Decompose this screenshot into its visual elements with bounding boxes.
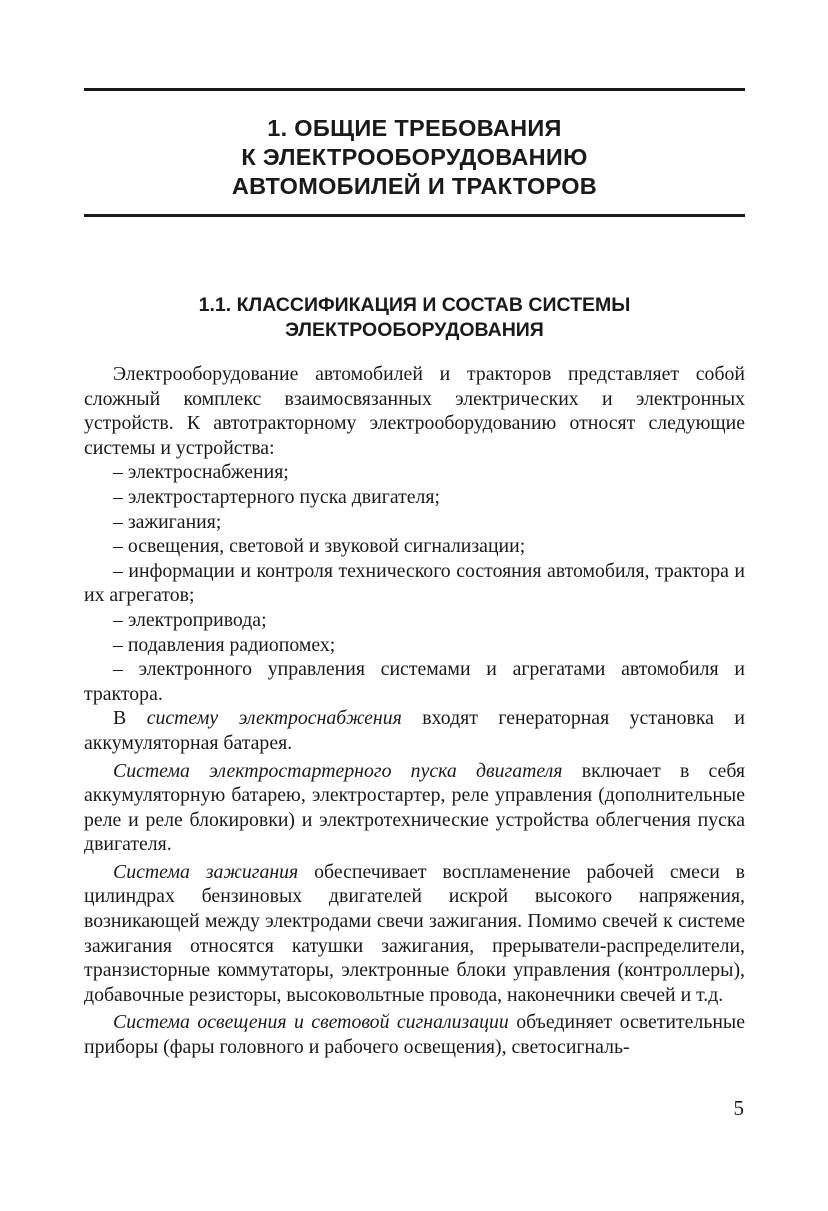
- bottom-rule: [84, 214, 745, 217]
- list-item: – информации и контроля технического состояния автомобиля, трактора и их агрегатов;: [84, 559, 745, 607]
- lighting-text: объединяет осветительные приборы (фары головного и рабочего освещения), светосигналь-: [84, 1011, 745, 1059]
- section-title: [84, 293, 745, 343]
- page-number: 5: [733, 1096, 744, 1120]
- lighting-paragraph: [84, 1010, 745, 1059]
- ignition-paragraph: [84, 860, 745, 1008]
- page: [84, 88, 745, 1060]
- chapter-title-line-1: 1. ОБЩИЕ ТРЕБОВАНИЯ: [267, 115, 562, 141]
- power-supply-lead: В: [113, 707, 147, 730]
- list-item: – подавления радиопомех;: [113, 633, 336, 656]
- lighting-term: Система освещения и световой сигнализации: [113, 1011, 509, 1034]
- section-title-line-1: 1.1. КЛАССИФИКАЦИЯ И СОСТАВ СИСТЕМЫ: [198, 294, 631, 316]
- list-item: – освещения, световой и звуковой сигнализации;: [113, 535, 526, 558]
- intro-paragraph: Электрооборудование автомобилей и тракторов представляет собой сложный комплекс взаимосвязанных электрических и электронных устройств. К автотракторному электрооборудованию относят следующие системы и устройства:: [84, 363, 745, 459]
- top-rule: [84, 88, 745, 91]
- ignition-text: обеспечивает воспламенение рабочей смеси в цилиндрах бензиновых двигателей искрой высокого напряжения, возникающей между электродами свечи зажигания. Помимо свечей к системе зажигания относятся катушки зажигания, прерыватели-распределители, транзисторные коммутаторы, электронные блоки управления (контроллеры), добавочные резисторы, высоковольтные провода, наконечники свечей и т.д.: [84, 860, 746, 1006]
- list-item: – электронного управления системами и агрегатами автомобиля и трактора.: [84, 658, 745, 705]
- list-item: – электропривода;: [113, 608, 267, 631]
- list-item: – зажигания;: [113, 510, 222, 533]
- power-supply-paragraph: [84, 706, 745, 755]
- chapter-title-line-3: АВТОМОБИЛЕЙ И ТРАКТОРОВ: [231, 173, 598, 199]
- section-title-line-2: ЭЛЕКТРООБОРУДОВАНИЯ: [285, 319, 544, 341]
- list-item: – электростартерного пуска двигателя;: [113, 485, 441, 508]
- body-text: [84, 362, 745, 1060]
- list-item: – электроснабжения;: [113, 461, 289, 484]
- ignition-term: Система зажигания: [113, 860, 299, 883]
- chapter-title: [84, 114, 745, 201]
- starter-text: включает в себя аккумуляторную батарею, электростартер, реле управления (дополнительные реле и реле блокировки) и электротехнические устройства облегчения пуска двигателя.: [84, 759, 745, 856]
- starter-term: Система электростартерного пуска двигателя: [113, 759, 563, 782]
- power-supply-text: входят генераторная установка и аккумуляторная батарея.: [84, 707, 745, 754]
- chapter-title-line-2: К ЭЛЕКТРООБОРУДОВАНИЮ: [241, 144, 588, 170]
- power-supply-term: систему электроснабжения: [146, 707, 402, 730]
- starter-paragraph: [84, 759, 745, 857]
